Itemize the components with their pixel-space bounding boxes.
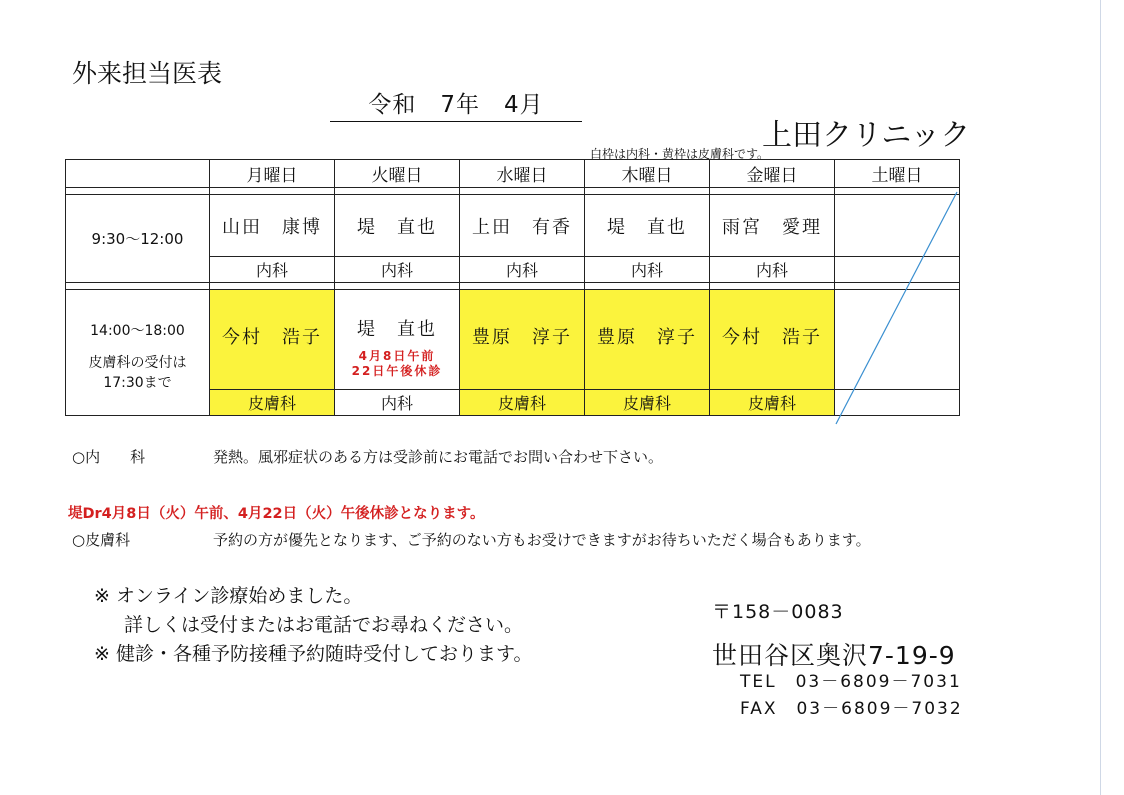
checkup-notice: ※ 健診・各種予防接種予約随時受付しております。 (94, 643, 533, 665)
doctor-name: 豊原 淳子 (597, 326, 697, 348)
internal-notice: 発熱。風邪症状のある方は受診前にお電話でお問い合わせ下さい。 (213, 448, 664, 466)
street-address: 世田谷区奥沢7-19-9 (712, 641, 956, 670)
dept-cell (835, 390, 960, 416)
clinic-name: 上田クリニック (762, 118, 971, 153)
derm-reception-note: 皮膚科の受付は (88, 354, 187, 371)
period-heading: 令和 7年 4月 (330, 86, 582, 122)
dept-cell-derm: 皮膚科 (210, 390, 335, 416)
doctor-name: 今村 浩子 (222, 326, 322, 348)
row-gap (66, 283, 960, 290)
derm-reception-note-2: 17:30まで (103, 374, 172, 391)
dept-cell (835, 257, 960, 283)
doctor-cell: 堤 直也 (335, 195, 460, 257)
doctor-cell: 山田 康博 (210, 195, 335, 257)
closure-note-line-2: 22日午後休診 (351, 363, 443, 378)
tel-number: TEL 03－6809－7031 (740, 672, 962, 692)
color-legend: 白枠は内科・黄枠は皮膚科です。 (590, 147, 770, 161)
online-notice: ※ オンライン診療始めました。 (94, 585, 363, 607)
day-header: 水曜日 (460, 160, 585, 188)
doctor-cell-derm (710, 290, 835, 390)
closure-note (335, 349, 459, 379)
doctor-name: 豊原 淳子 (472, 326, 572, 348)
page-edge-rule (1100, 0, 1101, 795)
day-header: 火曜日 (335, 160, 460, 188)
day-header: 土曜日 (835, 160, 960, 188)
dept-cell: 内科 (335, 390, 460, 416)
dept-cell-derm: 皮膚科 (585, 390, 710, 416)
closure-note-line-1: 4月8日午前 (358, 348, 436, 363)
doctor-cell-derm (460, 290, 585, 390)
closure-notice: 堤Dr4月8日（火）午前、4月22日（火）午後休診となります。 (68, 506, 485, 522)
saturday-closed-cell (835, 290, 960, 390)
doctor-name: 今村 浩子 (722, 326, 822, 348)
schedule-table (65, 159, 960, 416)
morning-doctor-row (66, 195, 960, 257)
derm-label: ○皮膚科 (72, 531, 131, 549)
doctor-cell: 雨宮 愛理 (710, 195, 835, 257)
dept-cell-derm: 皮膚科 (460, 390, 585, 416)
morning-time: 9:30～12:00 (66, 195, 210, 283)
doctor-name: 堤 直也 (357, 318, 437, 340)
dept-cell-derm: 皮膚科 (710, 390, 835, 416)
dept-cell: 内科 (460, 257, 585, 283)
postal-code: 〒158－0083 (712, 601, 844, 623)
dept-cell: 内科 (710, 257, 835, 283)
doctor-cell: 上田 有香 (460, 195, 585, 257)
afternoon-time-cell (66, 290, 210, 416)
derm-notice: 予約の方が優先となります、ご予約のない方もお受けできますがお待ちいただく場合もあります。 (213, 531, 871, 549)
row-gap (66, 188, 960, 195)
fax-number: FAX 03－6809－7032 (740, 699, 963, 719)
dept-cell: 内科 (210, 257, 335, 283)
day-header: 月曜日 (210, 160, 335, 188)
day-header-row (66, 160, 960, 188)
afternoon-time: 14:00～18:00 (90, 322, 185, 339)
doctor-cell-derm (585, 290, 710, 390)
internal-label: ○内 科 (72, 448, 146, 466)
doctor-cell-derm (210, 290, 335, 390)
dept-cell: 内科 (335, 257, 460, 283)
saturday-closed-cell (835, 195, 960, 257)
day-header: 金曜日 (710, 160, 835, 188)
doctor-cell: 堤 直也 (585, 195, 710, 257)
doctor-cell (335, 290, 460, 390)
online-detail: 詳しくは受付またはお電話でお尋ねください。 (124, 614, 524, 636)
afternoon-doctor-row (66, 290, 960, 390)
dept-cell: 内科 (585, 257, 710, 283)
document-title: 外来担当医表 (72, 59, 223, 88)
day-header: 木曜日 (585, 160, 710, 188)
corner-cell (66, 160, 210, 188)
